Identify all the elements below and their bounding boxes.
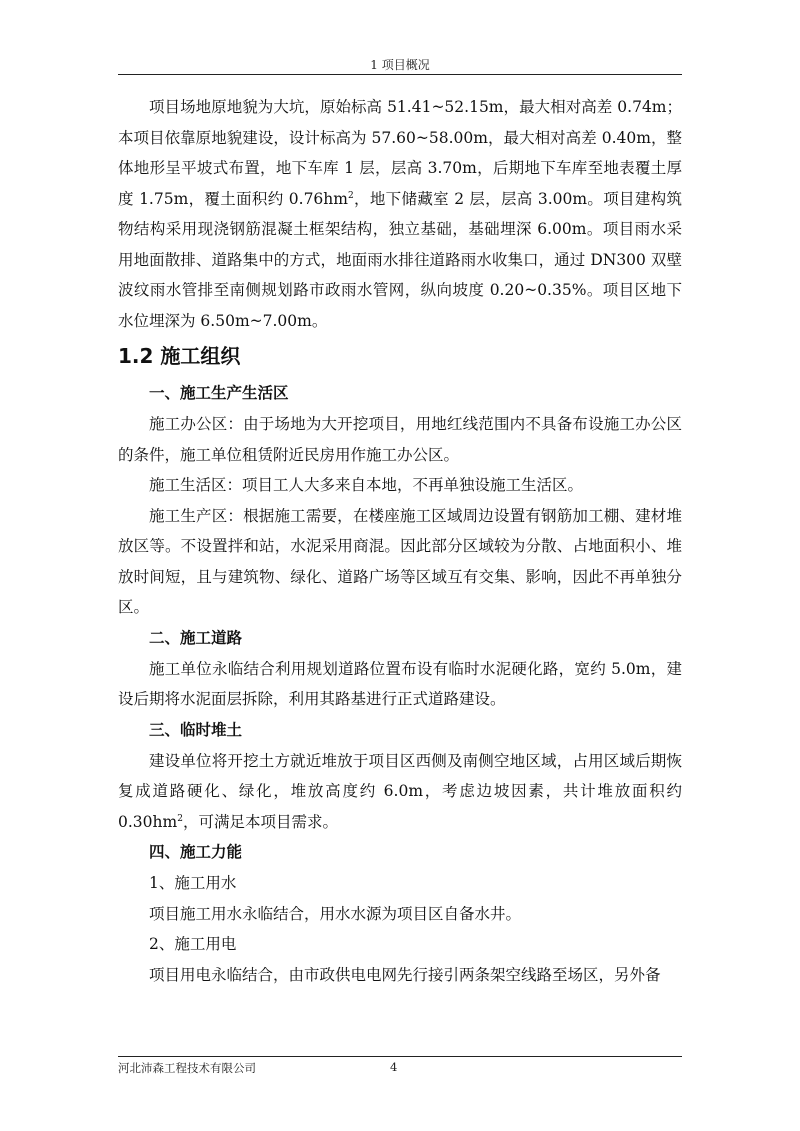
list-item-power: 2、施工用电	[149, 935, 237, 953]
paragraph-production-area: 施工生产区：根据施工需要，在楼座施工区域周边设置有钢筋加工棚、建材堆放区等。不设置拌和站，水泥采用商混。因此部分区域较为分散、占地面积小、堆放时间短，且与建筑物、绿化、道路广场等区域互有交集、影响，因此不再单独分区。	[118, 506, 682, 616]
paragraph-living-area: 施工生活区：项目工人大多来自本地，不再单独设施工生活区。	[149, 476, 584, 494]
footer-rule	[118, 1056, 682, 1057]
paragraph-site-text-b: ，地下储藏室 2 层，层高 3.00m。项目建构筑物结构采用现浇钢筋混凝土框架结构，独立基础，基础埋深 6.00m。项目雨水采用地面散排、道路集中的方式，地面雨水排往道路雨水收集口，通过 DN300 双壁波纹雨水管排至南侧规划路市政雨水管网，纵向坡度 0.20~0.35%。项目区地下水位埋深为 6.50m~7.00m。	[118, 189, 682, 330]
paragraph-office-area: 施工办公区：由于场地为大开挖项目，用地红线范围内不具备布设施工办公区的条件，施工单位租赁附近民房用作施工办公区。	[118, 415, 682, 464]
heading-construction-power: 四、施工力能	[149, 843, 243, 861]
paragraph-site-description	[118, 92, 682, 336]
heading-construction-road: 二、施工道路	[149, 628, 243, 647]
footer-company: 河北沛森工程技术有限公司	[118, 1061, 256, 1075]
page-body	[118, 92, 682, 990]
paragraph-water: 项目施工用水永临结合，用水水源为项目区自备水井。	[149, 904, 522, 923]
heading-temporary-soil: 三、临时堆土	[149, 720, 243, 739]
paragraph-road: 施工单位永临结合利用规划道路位置布设有临时水泥硬化路，宽约 5.0m，建设后期将水泥面层拆除，利用其路基进行正式道路建设。	[118, 659, 682, 708]
running-header: 1 项目概况	[370, 58, 430, 72]
paragraph-site-text-a: 项目场地原地貌为大坑，原始标高 51.41~52.15m，最大相对高差 0.74m；本项目依靠原地貌建设，设计标高为 57.60~58.00m，最大相对高差 0.40m，整体地形呈平坡式布置，地下车库 1 层，层高 3.70m，后期地下车库至地表覆土厚度 1.75m，覆土面积约 0.76hm	[118, 98, 682, 208]
superscript-2: 2	[177, 813, 183, 824]
paragraph-power: 项目用电永临结合，由市政供电电网先行接引两条架空线路至场区，另外备	[149, 965, 661, 984]
section-title: 1.2 施工组织	[118, 344, 241, 368]
header-rule	[118, 74, 682, 75]
page-number: 4	[390, 1060, 398, 1074]
paragraph-soil	[118, 746, 682, 838]
paragraph-soil-text-a: 建设单位将开挖土方就近堆放于项目区西侧及南侧空地区域，占用区域后期恢复成道路硬化、绿化，堆放高度约 6.0m，考虑边坡因素，共计堆放面积约 0.30hm	[118, 751, 682, 831]
heading-production-living-area: 一、施工生产生活区	[149, 384, 289, 402]
superscript-2: 2	[347, 190, 354, 201]
paragraph-soil-text-b: ，可满足本项目需求。	[182, 812, 338, 831]
list-item-water: 1、施工用水	[149, 874, 237, 892]
